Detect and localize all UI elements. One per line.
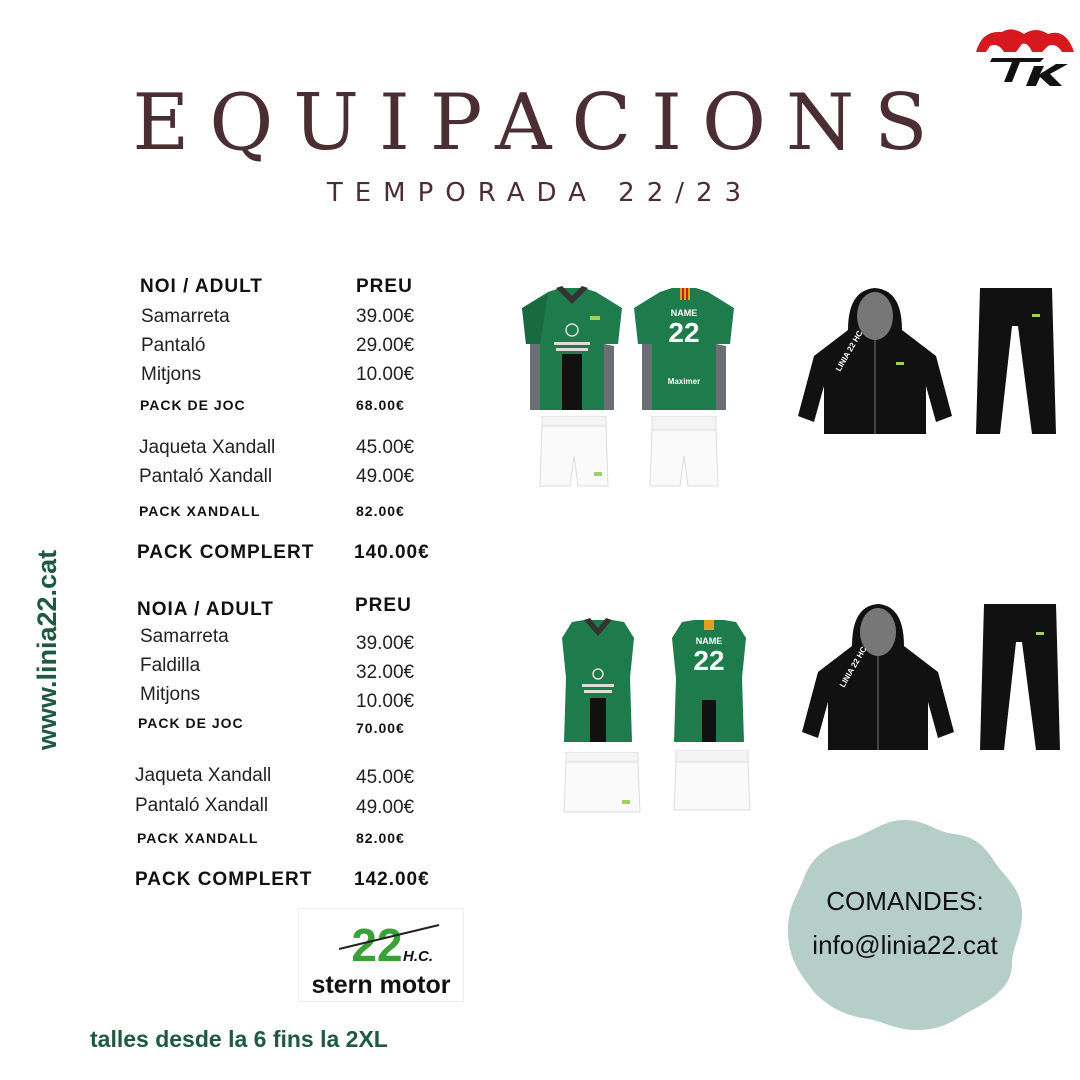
svg-text:Maximer: Maximer (667, 377, 701, 386)
noia-item-label: Samarreta (140, 626, 229, 647)
noi-pack-xandall-price: 82.00€ (356, 503, 405, 519)
noi-item-price: 39.00€ (356, 306, 415, 327)
noia-pack-complert-label: PACK COMPLERT (135, 869, 313, 890)
svg-text:22: 22 (668, 317, 700, 348)
svg-text:stern motor: stern motor (311, 971, 451, 999)
noia-price-heading: PREU (355, 595, 412, 616)
svg-text:NAME: NAME (670, 308, 698, 318)
girls-tracksuit-pants-image (978, 602, 1062, 752)
sponsor-logo (298, 908, 464, 1002)
noi-heading: NOI / ADULT (140, 276, 263, 297)
noi-pack-xandall-label: PACK XANDALL (139, 503, 261, 519)
noi-price-heading: PREU (356, 276, 413, 297)
boys-shorts-front-image (538, 416, 610, 488)
page-subtitle: TEMPORADA 22/23 (326, 178, 754, 208)
girls-skirt-front-image (562, 752, 642, 816)
noi-pack-complert-price: 140.00€ (354, 542, 430, 563)
noi-xandall-label: Jaqueta Xandall (139, 437, 276, 458)
noia-item-label: Mitjons (140, 684, 201, 705)
noi-pack-joc-label: PACK DE JOC (140, 397, 246, 413)
website-vertical-text: www.linia22.cat (32, 549, 62, 750)
boys-shirt-front-image (518, 286, 626, 412)
svg-text:22: 22 (693, 645, 725, 676)
sizes-note: talles desde la 6 fins la 2XL (90, 1026, 388, 1052)
boys-shirt-back-image (630, 286, 738, 412)
girls-tracksuit-jacket-image (800, 602, 956, 752)
noi-xandall-price: 45.00€ (356, 437, 415, 458)
svg-text:NAME: NAME (695, 636, 723, 646)
noia-heading: NOIA / ADULT (137, 599, 274, 620)
svg-text:22: 22 (351, 919, 403, 971)
noia-xandall-price: 49.00€ (356, 797, 415, 818)
boys-tracksuit-jacket-image (796, 286, 954, 436)
noi-pack-joc-price: 68.00€ (356, 397, 405, 413)
girls-skirt-back-image (672, 750, 752, 814)
svg-text:LINIA 22 HC: LINIA 22 HC (833, 329, 865, 373)
noia-pack-joc-price: 70.00€ (356, 720, 405, 736)
noi-xandall-price: 49.00€ (356, 466, 415, 487)
noia-xandall-label: Pantaló Xandall (135, 795, 269, 816)
orders-badge (786, 818, 1024, 1032)
noi-item-label: Samarreta (141, 306, 230, 327)
noi-pack-complert-label: PACK COMPLERT (137, 542, 315, 563)
boys-shorts-back-image (648, 416, 720, 488)
noi-item-label: Pantaló (141, 335, 206, 356)
noia-xandall-price: 45.00€ (356, 767, 415, 788)
page-title: EQUIPACIONS (132, 78, 948, 168)
noia-pack-xandall-label: PACK XANDALL (137, 830, 259, 846)
svg-text:H.C.: H.C. (403, 948, 433, 965)
noi-xandall-label: Pantaló Xandall (139, 466, 273, 487)
boys-tracksuit-pants-image (974, 286, 1058, 436)
noi-item-label: Mitjons (141, 364, 202, 385)
girls-shirt-front-image (558, 618, 638, 744)
noia-xandall-label: Jaqueta Xandall (135, 765, 272, 786)
noia-item-price: 32.00€ (356, 662, 415, 683)
noi-item-price: 10.00€ (356, 364, 415, 385)
noia-pack-joc-label: PACK DE JOC (138, 715, 244, 731)
girls-shirt-back-image (668, 618, 750, 744)
noia-item-price: 39.00€ (356, 633, 415, 654)
noi-item-price: 29.00€ (356, 335, 415, 356)
noia-item-label: Faldilla (140, 655, 201, 676)
svg-text:LINIA 22 HC: LINIA 22 HC (837, 645, 869, 689)
noia-item-price: 10.00€ (356, 691, 415, 712)
noia-pack-complert-price: 142.00€ (354, 869, 430, 890)
orders-email[interactable]: info@linia22.cat (812, 930, 998, 960)
noia-pack-xandall-price: 82.00€ (356, 830, 405, 846)
orders-label: COMANDES: (826, 886, 984, 916)
